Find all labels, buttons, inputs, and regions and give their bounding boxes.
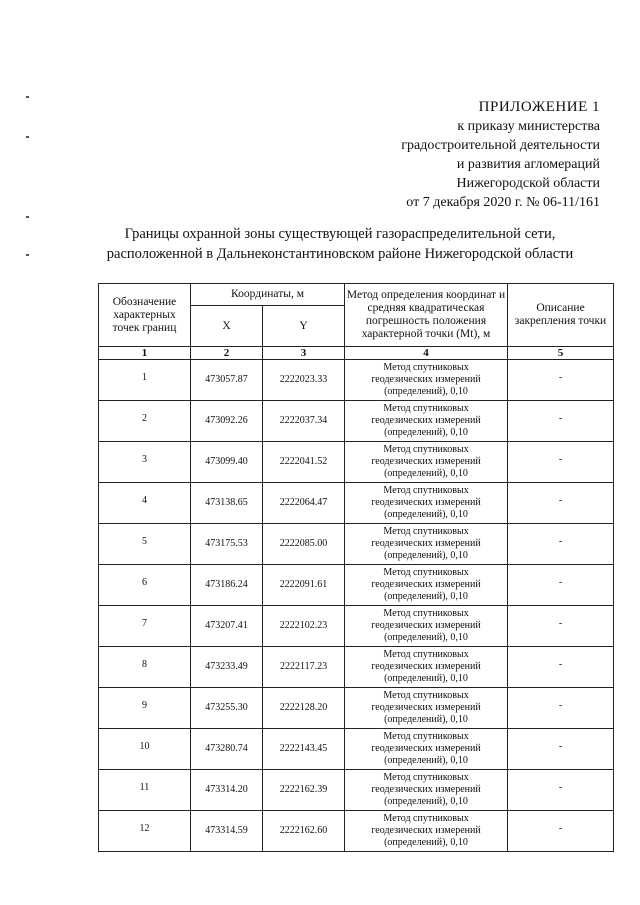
scan-speck: [26, 216, 29, 218]
title-line: расположенной в Дальнеконстантиновском районе Нижегородской области: [106, 246, 574, 262]
method-cell: [345, 442, 508, 483]
column-number: 4: [345, 347, 508, 360]
y-coordinate: 2222064.47: [263, 483, 345, 524]
method-line: Метод спутниковых: [383, 608, 469, 619]
description-cell: [508, 483, 614, 524]
description-value: -: [558, 781, 563, 793]
description-cell: [508, 688, 614, 729]
y-coordinate: 2222128.20: [263, 688, 345, 729]
point-number: 7: [142, 617, 147, 629]
point-number-cell: [99, 729, 191, 770]
point-number: 6: [142, 576, 147, 588]
description-value: -: [558, 371, 563, 383]
point-number-cell: [99, 606, 191, 647]
method-cell: [345, 565, 508, 606]
method-line: Метод спутниковых: [383, 772, 469, 783]
column-number: 5: [508, 347, 614, 360]
method-line: геодезических измерений: [371, 743, 481, 754]
method-line: (определений), 0,10: [384, 550, 468, 561]
method-line: геодезических измерений: [371, 374, 481, 385]
header-point-label: Обозначение характерных точек границ: [99, 284, 191, 347]
method-line: Метод спутниковых: [383, 485, 469, 496]
x-coordinate: 473175.53: [191, 524, 263, 565]
x-coordinate: 473314.59: [191, 811, 263, 852]
header-method: Метод определения координат и средняя квадратическая погрешность положения характерной точки (Mt), м: [345, 284, 508, 347]
point-number-cell: [99, 688, 191, 729]
method-cell: [345, 770, 508, 811]
x-coordinate: 473092.26: [191, 401, 263, 442]
description-value: -: [558, 494, 563, 506]
point-number-cell: [99, 401, 191, 442]
description-cell: [508, 811, 614, 852]
method-line: геодезических измерений: [371, 620, 481, 631]
table-row: [99, 360, 614, 401]
point-number-cell: [99, 442, 191, 483]
method-line: Метод спутниковых: [383, 444, 469, 455]
appendix-line: от 7 декабря 2020 г. № 06-11/161: [406, 195, 600, 210]
y-coordinate: 2222162.39: [263, 770, 345, 811]
method-line: (определений), 0,10: [384, 591, 468, 602]
table-row: [99, 524, 614, 565]
y-coordinate: 2222037.34: [263, 401, 345, 442]
description-cell: [508, 360, 614, 401]
header-description: Описание закрепления точки: [508, 284, 614, 347]
column-number: 2: [191, 347, 263, 360]
method-line: геодезических измерений: [371, 415, 481, 426]
x-coordinate: 473138.65: [191, 483, 263, 524]
description-cell: [508, 442, 614, 483]
table-row: [99, 606, 614, 647]
table-row: [99, 483, 614, 524]
table-row: [99, 770, 614, 811]
description-cell: [508, 729, 614, 770]
point-number-cell: [99, 565, 191, 606]
method-line: геодезических измерений: [371, 702, 481, 713]
point-number: 5: [142, 535, 147, 547]
header-y: Y: [263, 306, 345, 347]
x-coordinate: 473280.74: [191, 729, 263, 770]
scan-speck: [26, 136, 29, 138]
method-line: Метод спутниковых: [383, 362, 469, 373]
description-cell: [508, 770, 614, 811]
description-cell: [508, 401, 614, 442]
description-cell: [508, 524, 614, 565]
column-number: 3: [263, 347, 345, 360]
table-row: [99, 442, 614, 483]
point-number-cell: [99, 483, 191, 524]
method-line: (определений), 0,10: [384, 468, 468, 479]
point-number-cell: [99, 811, 191, 852]
description-value: -: [558, 617, 563, 629]
y-coordinate: 2222117.23: [263, 647, 345, 688]
method-line: геодезических измерений: [371, 825, 481, 836]
method-cell: [345, 688, 508, 729]
method-line: Метод спутниковых: [383, 526, 469, 537]
column-number: 1: [99, 347, 191, 360]
coordinates-table: [98, 283, 614, 852]
table-row: [99, 729, 614, 770]
description-value: -: [558, 535, 563, 547]
method-line: (определений), 0,10: [384, 796, 468, 807]
y-coordinate: 2222023.33: [263, 360, 345, 401]
method-cell: [345, 483, 508, 524]
appendix-line: и развития агломераций: [456, 157, 600, 172]
method-cell: [345, 647, 508, 688]
method-line: Метод спутниковых: [383, 731, 469, 742]
header-x: X: [191, 306, 263, 347]
description-value: -: [558, 576, 563, 588]
method-line: (определений), 0,10: [384, 837, 468, 848]
method-line: геодезических измерений: [371, 661, 481, 672]
point-number: 10: [139, 740, 150, 752]
appendix-heading: ПРИЛОЖЕНИЕ 1: [478, 99, 600, 115]
description-cell: [508, 565, 614, 606]
appendix-line: к приказу министерства: [457, 119, 600, 134]
description-value: -: [558, 699, 563, 711]
method-line: (определений), 0,10: [384, 509, 468, 520]
method-line: геодезических измерений: [371, 456, 481, 467]
point-number: 4: [142, 494, 147, 506]
point-number-cell: [99, 524, 191, 565]
y-coordinate: 2222102.23: [263, 606, 345, 647]
point-number: 8: [142, 658, 147, 670]
point-number: 1: [142, 371, 147, 383]
point-number: 9: [142, 699, 147, 711]
method-line: (определений), 0,10: [384, 673, 468, 684]
header-coordinates: Координаты, м: [191, 284, 345, 306]
method-cell: [345, 606, 508, 647]
point-number-cell: [99, 770, 191, 811]
appendix-line: Нижегородской области: [456, 176, 600, 191]
x-coordinate: 473186.24: [191, 565, 263, 606]
method-line: геодезических измерений: [371, 784, 481, 795]
method-line: геодезических измерений: [371, 497, 481, 508]
description-cell: [508, 647, 614, 688]
description-cell: [508, 606, 614, 647]
method-line: Метод спутниковых: [383, 567, 469, 578]
point-number: 3: [142, 453, 147, 465]
description-value: -: [558, 453, 563, 465]
description-value: -: [558, 740, 563, 752]
appendix-line: градостроительной деятельности: [401, 138, 600, 153]
x-coordinate: 473057.87: [191, 360, 263, 401]
point-number-cell: [99, 647, 191, 688]
title-line: Границы охранной зоны существующей газораспределительной сети,: [124, 226, 556, 242]
point-number: 2: [142, 412, 147, 424]
y-coordinate: 2222041.52: [263, 442, 345, 483]
method-cell: [345, 811, 508, 852]
method-line: Метод спутниковых: [383, 690, 469, 701]
table-row: [99, 401, 614, 442]
method-line: Метод спутниковых: [383, 813, 469, 824]
y-coordinate: 2222162.60: [263, 811, 345, 852]
table-row: [99, 647, 614, 688]
method-cell: [345, 524, 508, 565]
scan-speck: [26, 96, 29, 98]
appendix-block: [340, 98, 600, 212]
method-cell: [345, 729, 508, 770]
x-coordinate: 473099.40: [191, 442, 263, 483]
method-line: (определений), 0,10: [384, 386, 468, 397]
description-value: -: [558, 822, 563, 834]
description-value: -: [558, 658, 563, 670]
table-row: [99, 565, 614, 606]
method-line: Метод спутниковых: [383, 403, 469, 414]
method-line: геодезических измерений: [371, 579, 481, 590]
y-coordinate: 2222091.61: [263, 565, 345, 606]
method-cell: [345, 360, 508, 401]
table-row: [99, 811, 614, 852]
table-row: [99, 688, 614, 729]
method-line: (определений), 0,10: [384, 755, 468, 766]
y-coordinate: 2222143.45: [263, 729, 345, 770]
method-line: (определений), 0,10: [384, 714, 468, 725]
method-line: геодезических измерений: [371, 538, 481, 549]
x-coordinate: 473314.20: [191, 770, 263, 811]
method-line: Метод спутниковых: [383, 649, 469, 660]
method-line: (определений), 0,10: [384, 427, 468, 438]
method-cell: [345, 401, 508, 442]
point-number: 11: [139, 781, 150, 793]
x-coordinate: 473207.41: [191, 606, 263, 647]
x-coordinate: 473255.30: [191, 688, 263, 729]
method-line: (определений), 0,10: [384, 632, 468, 643]
description-value: -: [558, 412, 563, 424]
point-number-cell: [99, 360, 191, 401]
point-number: 12: [139, 822, 150, 834]
y-coordinate: 2222085.00: [263, 524, 345, 565]
x-coordinate: 473233.49: [191, 647, 263, 688]
scan-speck: [26, 254, 29, 256]
document-title: [60, 224, 620, 264]
